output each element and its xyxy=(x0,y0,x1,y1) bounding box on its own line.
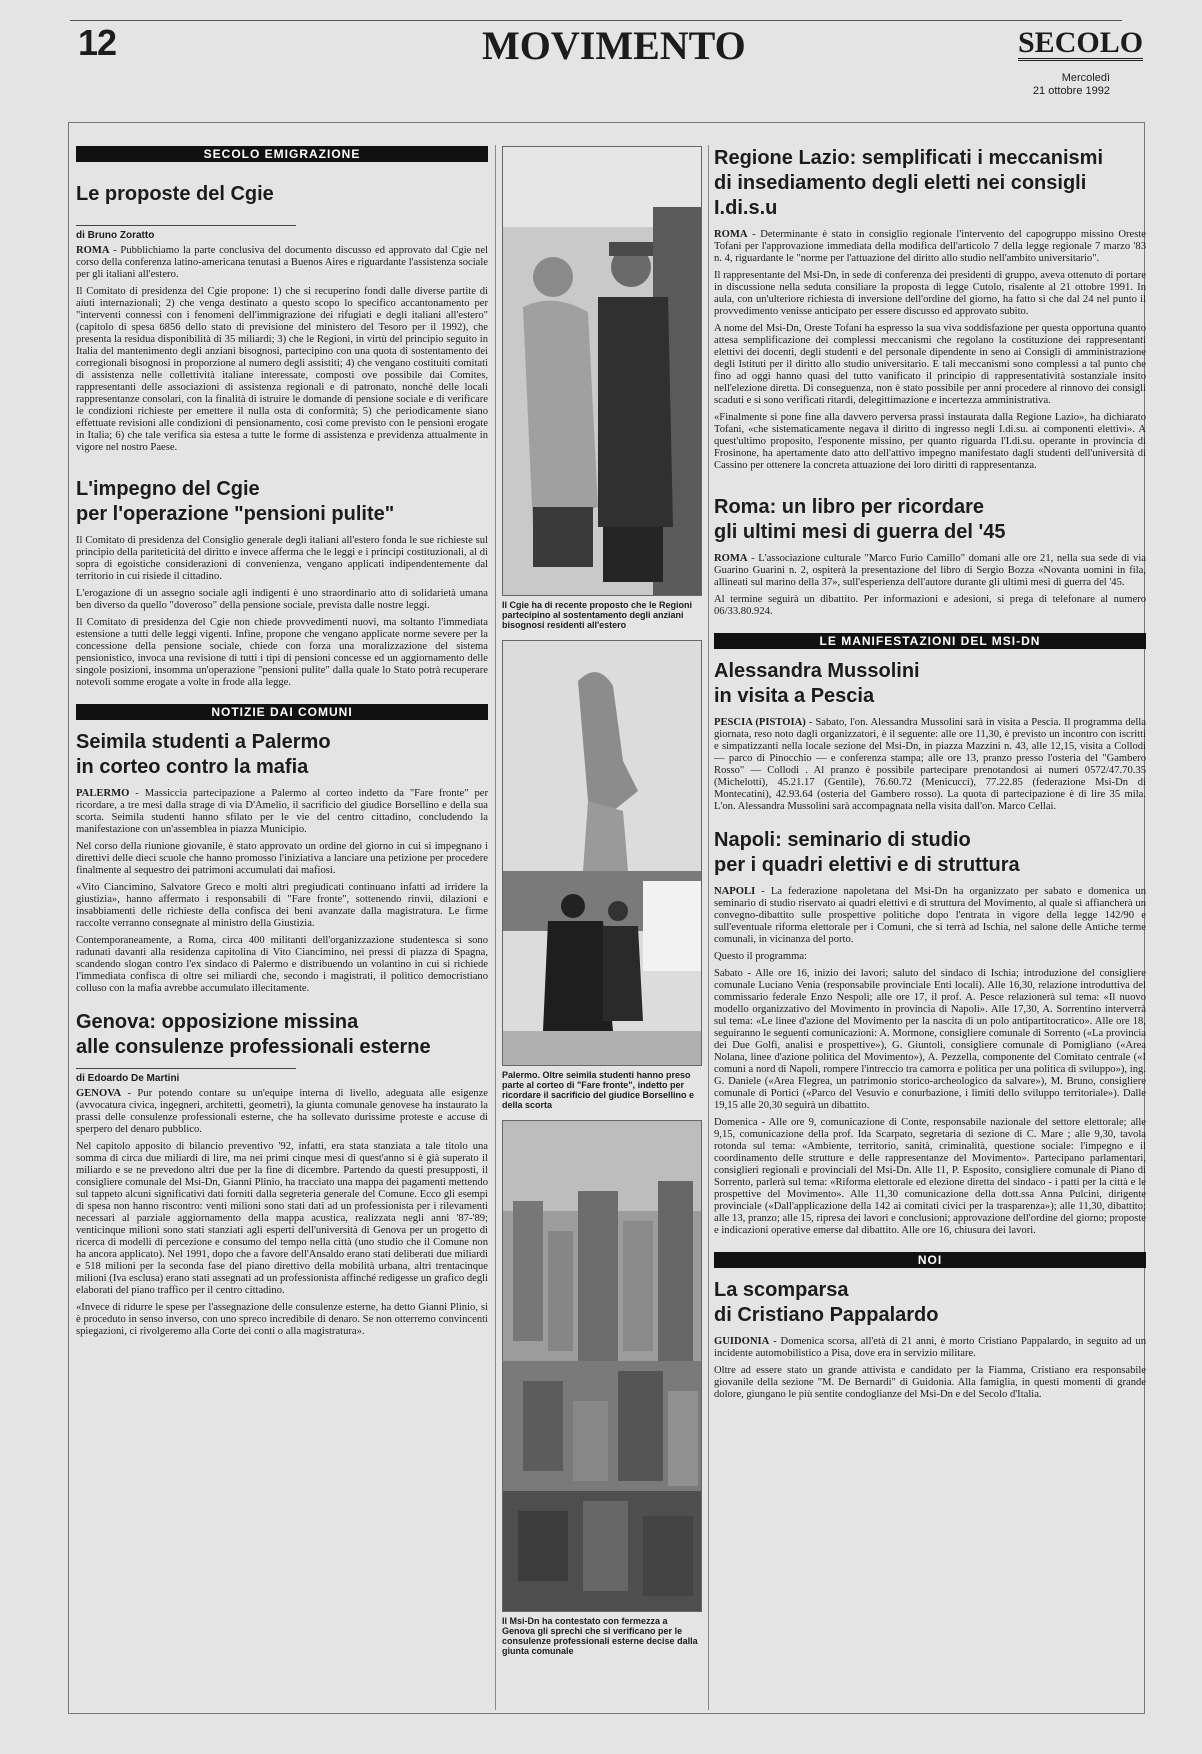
article-title: Napoli: seminario di studio per i quadri elettivi e di struttura xyxy=(714,829,1020,876)
article-title: Seimila studenti a Palermo in corteo contro la mafia xyxy=(76,731,331,778)
article-paragraph: GENOVA - Pur potendo contare su un'equipe interna di livello, adeguata alle esigenze (avvocatura civica, ingegneri, architetti, geometri), la giunta comunale genovese ha instaurato la prassi delle consulenze professionali esterne, che ha sollevato durissime proteste e accuse di sperpero del denaro pubblico. xyxy=(76,1088,488,1135)
dateline: ROMA xyxy=(76,245,110,256)
dateline: PESCIA (PISTOIA) xyxy=(714,717,806,728)
article-title: Le proposte del Cgie xyxy=(76,183,274,205)
dateline: NAPOLI xyxy=(714,886,756,897)
dateline: PALERMO xyxy=(76,788,130,799)
left-column xyxy=(76,146,488,1708)
dateline: ROMA xyxy=(714,229,748,240)
column-divider xyxy=(495,145,496,1710)
article-paragraph: Oltre ad essere stato un grande attivista e candidato per la Fiamma, Cristiano era responsabile giovanile della sezione "M. De Bernardi" di Guidonia. Alla famiglia, in questi momenti di grande dolore, giungano le più sentite condoglianze del Msi-Dn e del Secolo d'Italia. xyxy=(714,1365,1146,1400)
photo-genova-city-image xyxy=(503,1121,702,1611)
dateline: ROMA xyxy=(714,553,748,564)
newspaper-logo: SECOLO xyxy=(1018,26,1144,59)
article-title: Alessandra Mussolini in visita a Pescia xyxy=(714,660,920,707)
article-paragraph: Nel corso della riunione giovanile, è stato approvato un ordine del giorno in cui si impegnano i direttivi delle dieci scuole che hanno promosso l'iniziativa a lanciare una petizione per procedere finalmente al sequestro dei patrimoni accumulati dai mafiosi. xyxy=(76,841,488,876)
article-paragraph: PALERMO - Massiccia partecipazione a Palermo al corteo indetto da "Fare fronte" per ricordare, a tre mesi dalla strage di via D'Amelio, il sacrificio del giudice Borsellino e della sua scorta. Seimila studenti hanno sfilato per le vie del centro cittadino, concludendo la manifestazione con un'assemblea in piazza Municipio. xyxy=(76,788,488,835)
rubric-bar: NOI xyxy=(714,1252,1146,1268)
article-paragraph: Il Comitato di presidenza del Consiglio generale degli italiani all'estero fonda le sue richieste sul principio della pariteticità del diritto e invece afferma che le leggi e i principi costituzionali, al di sopra di egoistiche considerazioni di convenienza, vengano applicati indipendentemente dal territorio in cui risiede il cittadino. xyxy=(76,535,488,582)
article-paragraph: «Finalmente si pone fine alla davvero perversa prassi instaurata dalla Regione Lazio», ha dichiarato Tofani, «che sistematicamente negava il diritto di ingresso negli I.di.su. ai componenti elettivi». A quest'ultimo proposito, l'esponente missino, per quanto riguarda l'I.di.su. operante in provincia di Frosinone, ha apertamente dato atto dell'attivo impegno manifestato dagli studenti dell'università di Cassino per ottenere la concreta attuazione dei loro diritti di rappresentanza. xyxy=(714,412,1146,471)
article-paragraph: Nel capitolo apposito di bilancio preventivo '92, infatti, era stata stanziata a tale titolo una somma di circa due miliardi di lire, ma nei primi cinque mesi di quest'anno si è già superato il miliardo e se ne prevedono altri due per la fine di dicembre. Partendo da questi presupposti, il consigliere comunale del Msi-Dn, Gianni Plinio, ha tracciato una mappa dei pagamenti mettendo sul tappeto alcuni significativi dati forniti dalla segreteria generale del Comune. Ecco gli esempi di spesa non hanno riscontro: venti milioni sono stati dati ad un professionista per i rilevamenti necessari al parziale aggiornamento della mappa acustica, realizzata negli anni '87-'89; venticinque milioni sono stati stanziati agli esperti dell'università di Genova per un progetto di ricerca di modelli di percezione e consumo del tempo nella città (uno studio che il Comune non ha ancora applicato). Nel 1991, dopo che a favore dell'Ansaldo erano stati deliberati due miliardi e 518 milioni per la seconda fase del piano direttivo della mobilità urbana, altri trentacinque milioni (Iva esclusa) erano stati assegnati ad un professionista affinché redigesse un grafico degli elaborati del piano traffico per il centro cittadino. xyxy=(76,1141,488,1296)
article-paragraph: «Invece di ridurre le spese per l'assegnazione delle consulenze esterne, ha detto Gianni Plinio, si è proceduto in senso inverso, con uno spreco incredibile di denaro. Se non otterremo convincenti spiegazioni, ci rivolgeremo alla Corte dei conti o alla magistratura». xyxy=(76,1302,488,1337)
article-byline: di Bruno Zoratto xyxy=(76,225,296,241)
dateline: GUIDONIA xyxy=(714,1336,770,1347)
rubric-bar: SECOLO EMIGRAZIONE xyxy=(76,146,488,162)
article-title: Roma: un libro per ricordare gli ultimi mesi di guerra del '45 xyxy=(714,496,1006,543)
header-rule xyxy=(70,20,1122,21)
section-title: MOVIMENTO xyxy=(482,23,746,68)
article-title: Regione Lazio: semplificati i meccanismi di insediamento degli eletti nei consigli I.di.s.u xyxy=(714,147,1104,219)
rubric-bar: NOTIZIE DAI COMUNI xyxy=(76,704,488,720)
article-paragraph: PESCIA (PISTOIA) - Sabato, l'on. Alessandra Mussolini sarà in visita a Pescia. Il programma della giornata, reso noto dagli organizzatori, è il seguente: alle ore 11,30, è previsto un incontro con iscritti e simpatizzanti nella locale sezione del Msi-Dn, in piazza Mazzini n. 43, alle 12,15, visita a Collodi — parco di Pinocchio — e conferenza stampa; alle ore 13, pranzo presso l'osteria del "Gambero Rosso" — Collodi . Al pranzo è possibile partecipare prenotandosi ai numeri 0572/47.70.35 (Michelotti), 45.21.17 (Gentile), 76.60.72 (Menicucci), 77.22.85 (federazione Msi-Dn di Montecatini), 42.93.64 (osteria del Gambero rosso). La quota di partecipazione è di lire 35 mila. L'on. Alessandra Mussolini sarà accompagnata nella visita dall'on. Marco Cellai. xyxy=(714,717,1146,812)
right-column xyxy=(714,146,1146,1708)
photo-palermo-march xyxy=(502,640,702,1066)
article-paragraph: ROMA - Determinante è stato in consiglio regionale l'intervento del capogruppo missino Oreste Tofani per l'approvazione immediata della modifica dell'articolo 7 della legge regionale 7 marzo '83 n. 4, riguardante le "norme per l'attuazione del diritto allo studio nell'ambito universitario". xyxy=(714,229,1146,264)
article-title: La scomparsa di Cristiano Pappalardo xyxy=(714,1279,939,1326)
article-paragraph: L'erogazione di un assegno sociale agli indigenti è uno straordinario atto di solidarietà umana ben diverso da quello "doveroso" della pensione sociale, prevista dalle nostre leggi. xyxy=(76,588,488,611)
article-title: Genova: opposizione missina alle consulenze professionali esterne xyxy=(76,1011,431,1058)
photo-caption: Il Msi-Dn ha contestato con fermezza a Genova gli sprechi che si verificano per le consulenze professionali esterne decise dalla giunta comunale xyxy=(502,1616,698,1656)
photo-elderly-men xyxy=(502,146,702,596)
article-paragraph: NAPOLI - La federazione napoletana del Msi-Dn ha organizzato per sabato e domenica un seminario di studio riservato ai quadri elettivi e di struttura del Movimento, al quale si affiancherà un convegno-dibattito sulle prospettive politiche dopo l'entrata in vigore della legge 142/90 e sull'eventuale riforma elettorale per i Comuni, che si terrà ad Ischia, nel salone delle Antiche terme comunali, in vicinanza del porto. xyxy=(714,886,1146,945)
header-day: Mercoledì xyxy=(1061,72,1110,84)
column-divider xyxy=(708,145,709,1710)
photo-elderly-men-image xyxy=(503,147,702,595)
photo-caption: Palermo. Oltre seimila studenti hanno preso parte al corteo di "Fare fronte", indetto per ricordare il sacrificio del giudice Borsellino e della scorta xyxy=(502,1070,695,1110)
article-paragraph: ROMA - L'associazione culturale "Marco Furio Camillo" domani alle ore 21, nella sua sede di via Guarino Guarini n. 2, ospiterà la presentazione del libro di Sergio Bozza «Novanta uomini in fila, allineati sul marino della 37», sull'esperienza dell'autore durante gli ultimi mesi di guerra del '45. xyxy=(714,553,1146,588)
article-paragraph: Il Comitato di presidenza del Cgie propone: 1) che si recuperino fondi dalle diverse partite di aiuti internazionali; 2) che venga destinato a questo scopo lo specifico accantonamento per "interventi connessi con i fenomeni dell'immigrazione dei rifugiati e degli italiani all'estero" (capitolo di spesa 6856 dello stato di previsione del ministero del Tesoro per il 1992), che presenta la residua disponibilità di 35 miliardi; 3) che le Regioni, in virtù del principio seguito in Italia del mantenimento degli anziani bisognosi, partecipino con una quota di sostentamento dei corregionali bisognosi in proporzione al numero degli assistiti; 4) che vengano costituiti comitati di assistenza nelle collettività italiane interessate, composti ove possibile dai Comites, rappresentanti delle associazioni di assistenza regionali e di patronato, nonché delle locali rappresentanze consolari, con la finalità di istruire le domande di pensione sociale e di verificare le condizioni richieste per emettere il nulla osta di conformità; 5) che periodicamente siano effettuate revisioni alle condizioni di pensionamento, così come previsto con le pensioni erogate in Italia; 6) che tale verifica sia estesa a tutte le forme di assistenza e previdenza attualmente in vigore nel nostro Paese. xyxy=(76,286,488,453)
rubric-bar: LE MANIFESTAZIONI DEL MSI-DN xyxy=(714,633,1146,649)
article-paragraph: Sabato - Alle ore 16, inizio dei lavori; saluto del sindaco di Ischia; introduzione del consigliere comunale Luciano Venia (responsabile provinciale Enti locali). Alle 16,30, relazione introduttiva del commissario federale Enzo Nespoli; alle ore 17, il prof. A. Pesce relazionerà sul tema: «Il nuovo modello organizzativo del Movimento in provincia di Napoli». Alle 17,30, A. Sorrentino interverrà sul tema: «Le linee d'azione del Movimento per la nascita di un polo antipartitocratico». Alle ore 18, seguiranno le seguenti comunicazioni: A. Mormone, consigliere comunale di Sorrento («La provincia dei Due Golfi, analisi e prospettive»), G. Giuntoli, consigliere comunale di Pomigliano («Area Nolana, linee d'azione politica del Movimento»), A. Pezzella, componente del Comitato centrale («I comuni a nord di Napoli, rompere l'intreccio tra camorra e politica per una politica di sviluppo»), ing. G. Daniele («Area Flegrea, un patrimonio storico-archeologico da salvare»), M. Bruno, consigliere comunale di Portici («Parco del Vesuvio e conurbazione, i limiti dello sviluppo territoriale»). Dalle 19,15 alle 20,30 seguirà un dibattito. xyxy=(714,968,1146,1111)
dateline: GENOVA xyxy=(76,1088,122,1099)
article-paragraph: Il Comitato di presidenza del Cgie non chiede provvedimenti nuovi, ma soltanto l'immediata estensione a tutti delle leggi vigenti. Infine, propone che vengano applicate norme severe per la concessione della pensione sociale, chiede con forza una moralizzazione del sistema pensionistico, invoca una revisione di tutti i tipi di pensioni concesse ed un aggiornamento delle singole posizioni, insomma un'operazione "pensioni pulite" dalla quale lo Stato potrà recuperare notevoli somme erogate a volte in frode alla legge. xyxy=(76,617,488,688)
article-paragraph: Il rappresentante del Msi-Dn, in sede di conferenza dei presidenti di gruppo, aveva ottenuto di portare in discussione nella seduta consiliare la proposta di legge Cutolo, risalente al 21 ottobre 1991. In aula, con un'ulteriore richiesta di inversione dell'ordine del giorno, ha fatto sì che dal 24 nel punto il provvedimento venisse anticipato per essere discusso ed approvato subito. xyxy=(714,270,1146,317)
photo-column xyxy=(502,146,702,1708)
article-byline: di Edoardo De Martini xyxy=(76,1068,296,1084)
article-paragraph: Al termine seguirà un dibattito. Per informazioni e adesioni, si prega di telefonare al numero 06/33.80.924. xyxy=(714,594,1146,617)
article-paragraph: A nome del Msi-Dn, Oreste Tofani ha espresso la sua viva soddisfazione per questa opportuna quanto attesa semplificazione dei complessi meccanismi che regolano la costituzione dei rappresentanti elettivi dei docenti, degli studenti e del personale dipendente in seno ai Consigli di amministrazione degli Istituti per il diritto allo studio universitario. E tali meccanismi sono complessi a tal punto che fino ad oggi hanno quasi del tutto vanificato il principio di rappresentatività sostanziale insito nell'elezione diretta. Di conseguenza, non è stato possibile per anni procedere al rinnovo dei consigli scaduti e si sono verificati ritardi, delegittimazione e incertezza amministrativa. xyxy=(714,323,1146,406)
header-full-date: 21 ottobre 1992 xyxy=(1032,85,1110,97)
photo-genova-city xyxy=(502,1120,702,1612)
photo-caption: Il Cgie ha di recente proposto che le Regioni partecipino al sostentamento degli anziani bisognosi residenti all'estero xyxy=(502,600,693,630)
article-paragraph: Contemporaneamente, a Roma, circa 400 militanti dell'organizzazione studentesca si sono radunati davanti alla residenza capitolina di Vito Ciancimino, nei pressi di piazza di Spagna, scandendo slogan contro l'ex sindaco di Palermo e distribuendo un volantino in cui si richiede l'immediata confisca di oltre sei miliardi che, secondo i magistrati, il politico democristiano colluso con la mafia avrebbe accumulato illecitamente. xyxy=(76,935,488,994)
article-paragraph: ROMA - Pubblichiamo la parte conclusiva del documento discusso ed approvato dal Cgie nel corso della conferenza latino-americana tenutasi a Buenos Aires e riguardante l'assistenza sociale per gli italiani all'estero. xyxy=(76,245,488,280)
article-paragraph: «Vito Ciancimino, Salvatore Greco e molti altri pregiudicati continuano infatti ad irridere la giustizia», hanno affermato i responsabili di "Fare fronte", sottenendo rinvii, dilazioni e insabbiamenti delle richieste della confisca dei beni avanzate dalla magistratura. Le firme raccolte verranno consegnate al ministro della Giustizia. xyxy=(76,882,488,929)
article-paragraph: Domenica - Alle ore 9, comunicazione di Conte, responsabile nazionale del settore elettorale; alle 9,15, comunicazione della prof. Ida Scarpato, segretaria di sezione di C. Mare ; alle 9,30, tavola rotonda sul tema: «Ambiente, territorio, sanità, criminalità, questione sociale: l'impegno e il coordinamento delle strutture e delle rappresentanze del Movimento». Partecipano parlamentari, consiglieri regionali e provinciali del Msi-Dn. Alle 11, P. Esposito, consigliere comunale di Piano di Sorrento, parlerà sul tema: «Riforma elettorale ed elezione diretta del sindaco - i patti per la città e le prospettive del Movimento». Alle 11,30 comunicazione della dott.ssa Anna Pulcini, dirigente provinciale («Dall'applicazione della 142 ai comitati civici per la trasparenza»); alle 11,30, dibattito; alle 13, pranzo; alle 15, ripresa dei lavori e conclusioni; approvazione dell'ordine del giorno; proposte e indicazioni operative emerse dal dibattito. Alle ore 16, chiusura dei lavori. xyxy=(714,1117,1146,1236)
article-title: L'impegno del Cgie per l'operazione "pensioni pulite" xyxy=(76,478,395,525)
header-date xyxy=(1000,72,1110,98)
article-paragraph: GUIDONIA - Domenica scorsa, all'età di 21 anni, è morto Cristiano Pappalardo, in seguito ad un incidente automobilistico a Pisa, dove era in servizio militare. xyxy=(714,1336,1146,1359)
photo-palermo-march-image xyxy=(503,641,702,1065)
article-paragraph: Questo il programma: xyxy=(714,951,807,962)
page-number: 12 xyxy=(78,22,117,63)
